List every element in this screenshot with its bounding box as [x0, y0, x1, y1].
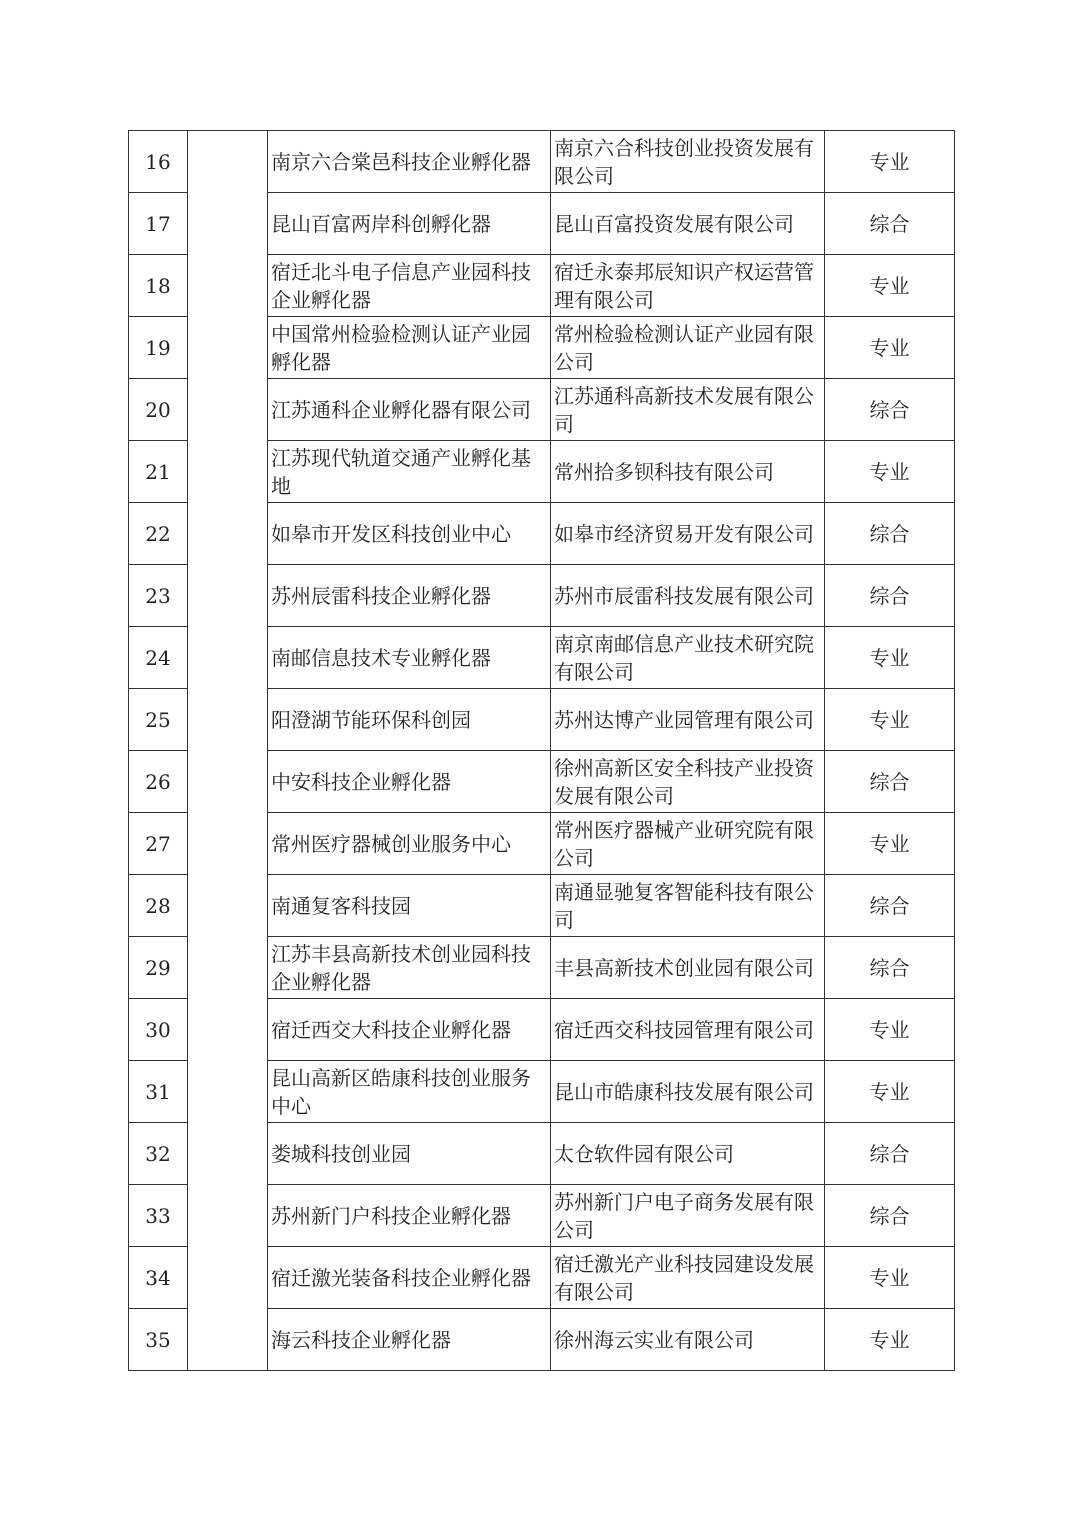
operating-org-cell — [551, 255, 825, 317]
incubator-name-cell — [268, 131, 551, 193]
row-number: 29 — [129, 937, 188, 999]
incubator-name: 南邮信息技术专业孵化器 — [271, 645, 491, 670]
incubator-name-cell — [268, 1123, 551, 1185]
incubator-name-cell — [268, 317, 551, 379]
incubator-table — [128, 130, 955, 1371]
operating-org: 常州拾多钡科技有限公司 — [554, 459, 774, 484]
incubator-name-cell — [268, 193, 551, 255]
incubator-name: 苏州新门户科技企业孵化器 — [271, 1203, 511, 1228]
incubator-type: 专业 — [825, 1247, 955, 1309]
incubator-type: 综合 — [825, 751, 955, 813]
incubator-name-cell — [268, 751, 551, 813]
incubator-name: 南京六合棠邑科技企业孵化器 — [271, 149, 531, 174]
row-number: 21 — [129, 441, 188, 503]
row-number: 31 — [129, 1061, 188, 1123]
incubator-name: 娄城科技创业园 — [271, 1141, 411, 1166]
operating-org: 宿迁西交科技园管理有限公司 — [554, 1017, 814, 1042]
incubator-name: 阳澄湖节能环保科创园 — [271, 707, 471, 732]
incubator-name-cell — [268, 565, 551, 627]
incubator-name: 常州医疗器械创业服务中心 — [271, 831, 511, 856]
operating-org-cell — [551, 565, 825, 627]
operating-org: 苏州达博产业园管理有限公司 — [554, 707, 814, 732]
incubator-type: 专业 — [825, 1309, 955, 1371]
operating-org-cell — [551, 875, 825, 937]
row-number: 24 — [129, 627, 188, 689]
incubator-name-cell — [268, 379, 551, 441]
operating-org: 南通显驰复客智能科技有限公司 — [554, 879, 814, 932]
incubator-name: 宿迁西交大科技企业孵化器 — [271, 1017, 511, 1042]
row-number: 19 — [129, 317, 188, 379]
incubator-name: 江苏丰县高新技术创业园科技企业孵化器 — [271, 941, 531, 994]
row-number: 34 — [129, 1247, 188, 1309]
incubator-name-cell — [268, 255, 551, 317]
incubator-name-cell — [268, 627, 551, 689]
operating-org: 昆山市皓康科技发展有限公司 — [554, 1079, 814, 1104]
incubator-name-cell — [268, 441, 551, 503]
operating-org-cell — [551, 689, 825, 751]
incubator-name-cell — [268, 875, 551, 937]
incubator-type: 专业 — [825, 441, 955, 503]
merged-empty-cell — [188, 131, 268, 1371]
incubator-type: 专业 — [825, 131, 955, 193]
operating-org: 南京南邮信息产业技术研究院有限公司 — [554, 631, 814, 684]
incubator-name-cell — [268, 503, 551, 565]
operating-org-cell — [551, 813, 825, 875]
incubator-name-cell — [268, 1061, 551, 1123]
incubator-name: 南通复客科技园 — [271, 893, 411, 918]
incubator-name: 宿迁北斗电子信息产业园科技企业孵化器 — [271, 259, 531, 312]
incubator-name: 昆山百富两岸科创孵化器 — [271, 211, 491, 236]
operating-org: 常州检验检测认证产业园有限公司 — [554, 321, 814, 374]
incubator-type: 专业 — [825, 255, 955, 317]
operating-org-cell — [551, 379, 825, 441]
operating-org-cell — [551, 627, 825, 689]
incubator-type: 专业 — [825, 317, 955, 379]
operating-org-cell — [551, 1185, 825, 1247]
incubator-name-cell — [268, 689, 551, 751]
incubator-type: 综合 — [825, 193, 955, 255]
row-number: 18 — [129, 255, 188, 317]
incubator-name: 江苏通科企业孵化器有限公司 — [271, 397, 531, 422]
incubator-name-cell — [268, 937, 551, 999]
row-number: 25 — [129, 689, 188, 751]
incubator-name: 苏州辰雷科技企业孵化器 — [271, 583, 491, 608]
incubator-type: 综合 — [825, 1185, 955, 1247]
incubator-name: 宿迁激光装备科技企业孵化器 — [271, 1265, 531, 1290]
row-number: 20 — [129, 379, 188, 441]
operating-org: 宿迁激光产业科技园建设发展有限公司 — [554, 1251, 814, 1304]
incubator-type: 专业 — [825, 1061, 955, 1123]
operating-org-cell — [551, 193, 825, 255]
row-number: 26 — [129, 751, 188, 813]
operating-org: 徐州高新区安全科技产业投资发展有限公司 — [554, 755, 814, 808]
row-number: 17 — [129, 193, 188, 255]
incubator-type: 综合 — [825, 1123, 955, 1185]
row-number: 23 — [129, 565, 188, 627]
row-number: 32 — [129, 1123, 188, 1185]
operating-org-cell — [551, 937, 825, 999]
operating-org-cell — [551, 1061, 825, 1123]
operating-org-cell — [551, 1247, 825, 1309]
row-number: 16 — [129, 131, 188, 193]
row-number: 35 — [129, 1309, 188, 1371]
row-number: 27 — [129, 813, 188, 875]
incubator-name-cell — [268, 1309, 551, 1371]
row-number: 22 — [129, 503, 188, 565]
incubator-type: 综合 — [825, 565, 955, 627]
operating-org: 太仓软件园有限公司 — [554, 1141, 734, 1166]
row-number: 33 — [129, 1185, 188, 1247]
incubator-type: 综合 — [825, 503, 955, 565]
incubator-name: 如皋市开发区科技创业中心 — [271, 521, 511, 546]
row-number: 28 — [129, 875, 188, 937]
table-row — [129, 131, 955, 193]
incubator-name-cell — [268, 999, 551, 1061]
operating-org: 宿迁永泰邦辰知识产权运营管理有限公司 — [554, 259, 814, 312]
operating-org: 丰县高新技术创业园有限公司 — [554, 955, 814, 980]
incubator-name-cell — [268, 1247, 551, 1309]
incubator-name: 江苏现代轨道交通产业孵化基地 — [271, 445, 531, 498]
incubator-name: 昆山高新区皓康科技创业服务中心 — [271, 1065, 531, 1118]
operating-org-cell — [551, 503, 825, 565]
incubator-name: 中国常州检验检测认证产业园孵化器 — [271, 321, 531, 374]
operating-org: 江苏通科高新技术发展有限公司 — [554, 383, 814, 436]
incubator-type: 综合 — [825, 937, 955, 999]
incubator-type: 综合 — [825, 875, 955, 937]
incubator-name-cell — [268, 813, 551, 875]
operating-org: 如皋市经济贸易开发有限公司 — [554, 521, 814, 546]
operating-org: 徐州海云实业有限公司 — [554, 1327, 754, 1352]
row-number: 30 — [129, 999, 188, 1061]
operating-org-cell — [551, 999, 825, 1061]
operating-org: 苏州市辰雷科技发展有限公司 — [554, 583, 814, 608]
operating-org: 苏州新门户电子商务发展有限公司 — [554, 1189, 814, 1242]
operating-org-cell — [551, 1309, 825, 1371]
operating-org-cell — [551, 751, 825, 813]
incubator-type: 专业 — [825, 813, 955, 875]
operating-org: 昆山百富投资发展有限公司 — [554, 211, 794, 236]
operating-org: 常州医疗器械产业研究院有限公司 — [554, 817, 814, 870]
incubator-name-cell — [268, 1185, 551, 1247]
operating-org-cell — [551, 1123, 825, 1185]
table-body — [129, 131, 955, 1371]
incubator-type: 专业 — [825, 689, 955, 751]
incubator-type: 综合 — [825, 379, 955, 441]
operating-org: 南京六合科技创业投资发展有限公司 — [554, 135, 814, 188]
incubator-type: 专业 — [825, 999, 955, 1061]
incubator-name: 海云科技企业孵化器 — [271, 1327, 451, 1352]
operating-org-cell — [551, 131, 825, 193]
operating-org-cell — [551, 317, 825, 379]
operating-org-cell — [551, 441, 825, 503]
incubator-name: 中安科技企业孵化器 — [271, 769, 451, 794]
incubator-type: 专业 — [825, 627, 955, 689]
